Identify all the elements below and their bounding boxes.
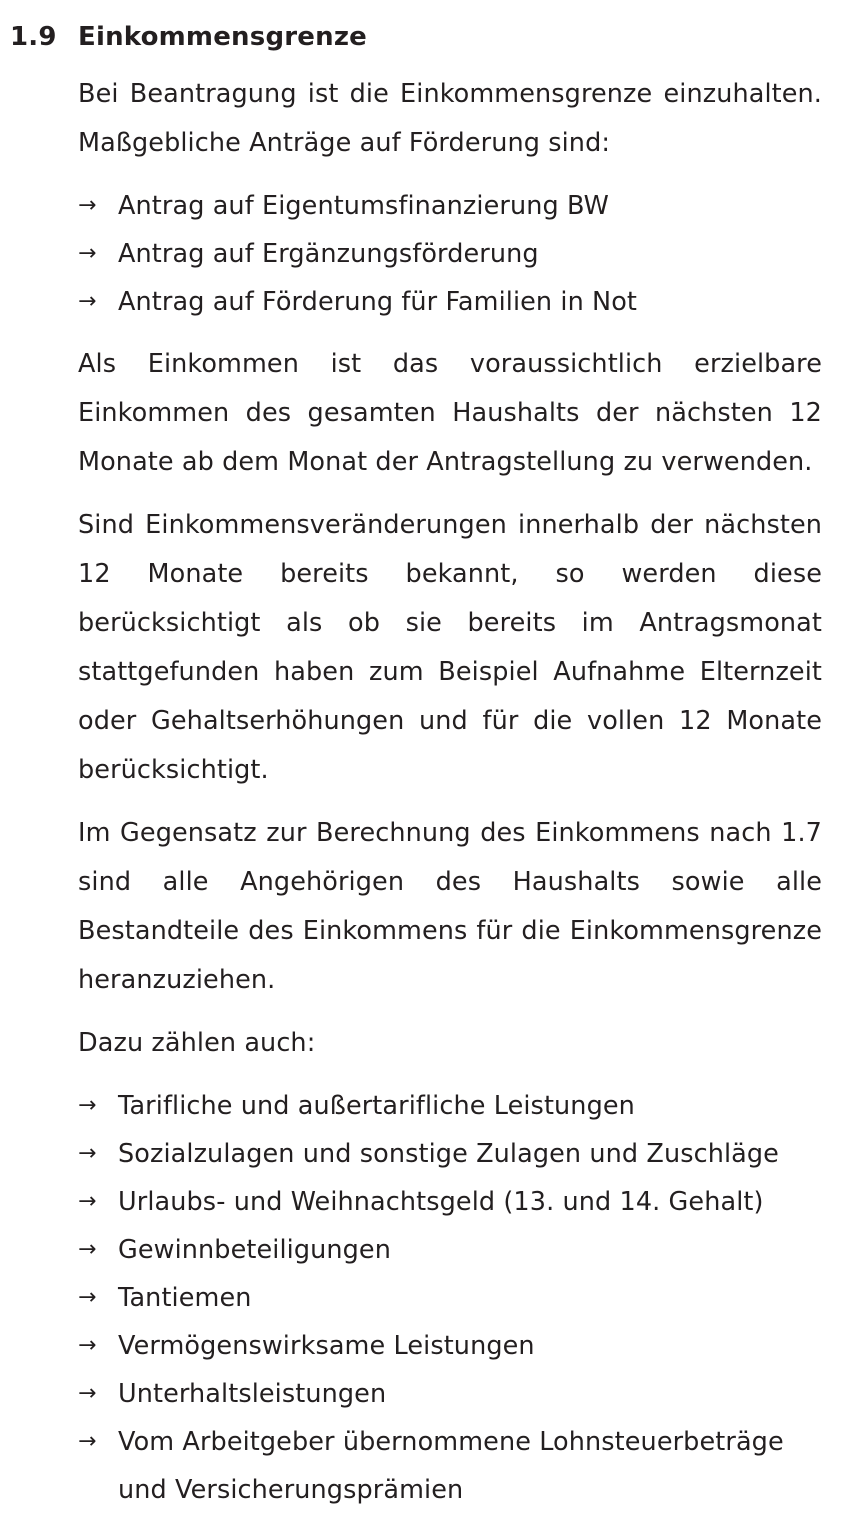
paragraph-4: Im Gegensatz zur Berechnung des Einkommens nach 1.7 sind alle Angehörigen des Haushalts sowie alle Bestandteile des Einkommens für die Einkommensgrenze heranzuziehen. — [78, 818, 822, 995]
arrow-icon: → — [78, 1333, 97, 1358]
paragraph-2: Als Einkommen ist das voraussichtlich erzielbare Einkommen des gesamten Haushalts der nächsten 12 Monate ab dem Monat der Antragstellung zu verwenden. — [78, 349, 822, 477]
list-item — [78, 1226, 822, 1274]
list-item-label: Vermögenswirksame Leistungen — [118, 1331, 535, 1361]
arrow-icon: → — [78, 241, 97, 266]
list-item — [78, 1130, 822, 1178]
list-item-label: Antrag auf Eigentumsfinanzierung BW — [118, 191, 609, 221]
list-item — [78, 1370, 822, 1418]
paragraph-5: Dazu zählen auch: — [78, 1028, 316, 1058]
list-item — [78, 1418, 822, 1514]
arrow-icon: → — [78, 289, 97, 314]
list-item — [78, 182, 822, 230]
income-components-list — [78, 1082, 822, 1514]
list-item — [78, 1322, 822, 1370]
list-item-label: Tantiemen — [118, 1283, 252, 1313]
arrow-icon: → — [78, 1093, 97, 1118]
list-item-label: Tarifliche und außertarifliche Leistungen — [118, 1091, 635, 1121]
list-item-label: Vom Arbeitgeber übernommene Lohnsteuerbeträge und Versicherungsprämien — [118, 1427, 784, 1505]
list-item — [78, 1082, 822, 1130]
list-item — [78, 230, 822, 278]
arrow-icon: → — [78, 193, 97, 218]
paragraph-3: Sind Einkommensveränderungen innerhalb der nächsten 12 Monate bereits bekannt, so werden diese berücksichtigt als ob sie bereits im Antragsmonat stattgefunden haben zum Beispiel Aufnahme Elternzeit oder Gehaltserhöhungen und für die vollen 12 Monate berücksichtigt. — [78, 510, 822, 785]
arrow-icon: → — [78, 1381, 97, 1406]
paragraph-1: Bei Beantragung ist die Einkommensgrenze einzuhalten. Maßgebliche Anträge auf Förderung sind: — [78, 79, 822, 158]
list-item-label: Antrag auf Ergänzungsförderung — [118, 239, 539, 269]
list-item — [78, 278, 822, 326]
list-item-label: Unterhaltsleistungen — [118, 1379, 387, 1409]
section-heading — [10, 22, 822, 52]
section-number: 1.9 — [10, 22, 57, 52]
list-item-label: Antrag auf Förderung für Familien in Not — [118, 287, 638, 317]
arrow-icon: → — [78, 1429, 97, 1454]
list-item — [78, 1178, 822, 1226]
application-types-list — [78, 182, 822, 326]
section-body — [78, 70, 822, 1514]
arrow-icon: → — [78, 1237, 97, 1262]
section-title: Einkommensgrenze — [78, 22, 367, 52]
list-item — [78, 1274, 822, 1322]
list-item-label: Gewinnbeteiligungen — [118, 1235, 391, 1265]
arrow-icon: → — [78, 1285, 97, 1310]
arrow-icon: → — [78, 1189, 97, 1214]
list-item-label: Urlaubs- und Weihnachtsgeld (13. und 14. Gehalt) — [118, 1187, 764, 1217]
arrow-icon: → — [78, 1141, 97, 1166]
list-item-label: Sozialzulagen und sonstige Zulagen und Zuschläge — [118, 1139, 779, 1169]
